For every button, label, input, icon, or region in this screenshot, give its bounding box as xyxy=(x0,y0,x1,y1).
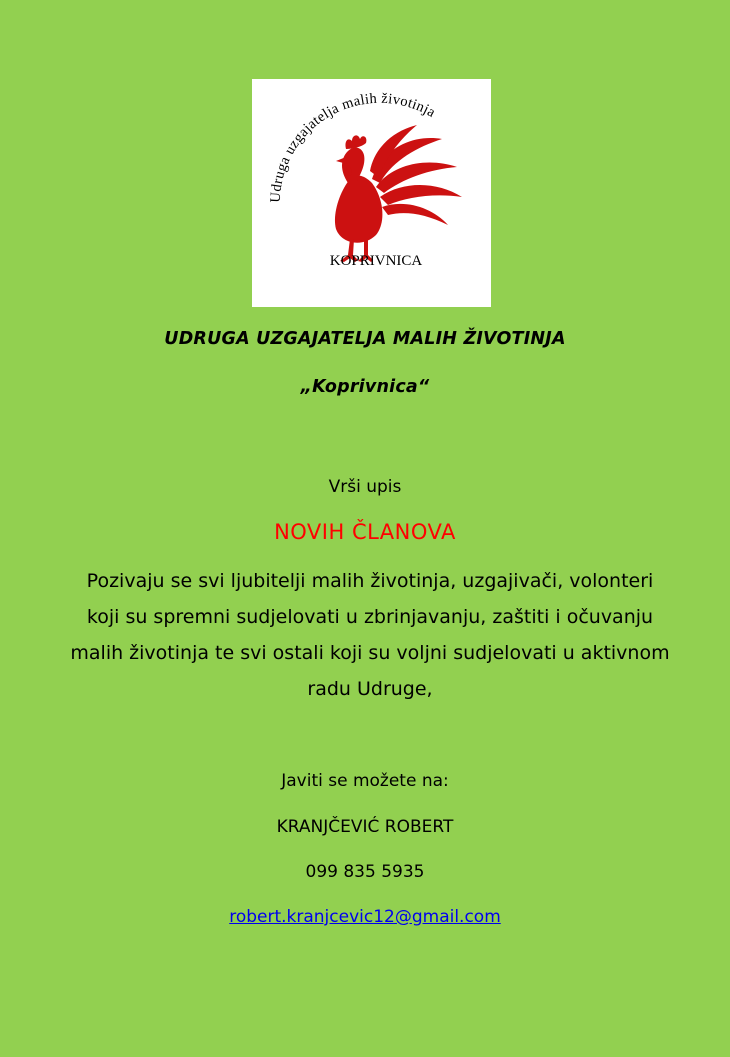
enrollment-intro: Vrši upis xyxy=(328,477,402,497)
contact-phone: 099 835 5935 xyxy=(305,862,425,882)
new-members-heading: NOVIH ČLANOVA xyxy=(274,520,456,544)
invitation-paragraph: Pozivaju se svi ljubitelji malih životinja, uzgajivači, volonteri koji su spremni sudjelovati u zbrinjavanju, zaštiti i očuvanju malih životinja te svi ostali koji su voljni sudjelovati u aktivnom radu Udruge, xyxy=(70,570,670,700)
contact-email-link[interactable]: robert.kranjcevic12@gmail.com xyxy=(229,907,501,927)
association-title: UDRUGA UZGAJATELJA MALIH ŽIVOTINJA xyxy=(164,329,566,349)
association-logo xyxy=(252,79,491,307)
contact-label: Javiti se možete na: xyxy=(281,771,449,791)
logo-city-name: KOPRIVNICA xyxy=(329,253,423,269)
rooster-icon xyxy=(335,125,462,262)
contact-email-line xyxy=(0,907,730,927)
association-subtitle: „Koprivnica“ xyxy=(300,377,430,397)
logo-ring-text: Udruga uzgajatelja malih životinja xyxy=(267,90,439,204)
rooster-logo-graphic xyxy=(252,79,491,307)
contact-name: KRANJČEVIĆ ROBERT xyxy=(276,817,454,837)
